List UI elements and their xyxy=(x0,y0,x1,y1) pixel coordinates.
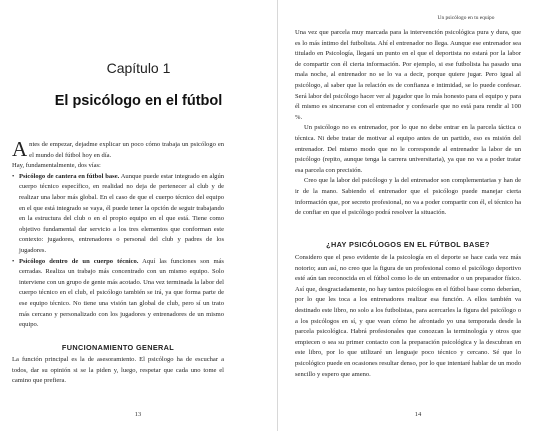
bullet-text: Aunque puede estar integrado en algún cuerpo técnico específico, en realidad no deja de pertenecer al club y de realizar una labor más global. En el caso de que el cuerpo técnico del equipo en el que está integrado se vaya, él puede tener la opción de seguir trabajando en la estructura del club o en el propio equipo en el que está. Tiene como objetivo fundamental dar servicio a los tres elementos que conforman este contexto: jugadores, entrenadores o personal del club y padres de los jugadores. xyxy=(19,172,224,254)
left-page xyxy=(0,0,277,431)
intro-block xyxy=(12,137,224,331)
body-paragraph: Un psicólogo no es entrenador, por lo que no debe entrar en la parcela táctica o técnica. Ni debe tratar de motivar al equipo antes de un partido, eso es misión del entrenador. Del mismo modo que no le corresponde al entrenador la labor de un psicólogo (repito, aunque tenga la carrera universitaria), ya que no va a poder tratar esa parcela con precisión. xyxy=(295,124,521,174)
bullet-item xyxy=(12,172,224,257)
bullet-text: Aquí las funciones son más cerradas. Realiza un trabajo más concentrado con un mismo equipo. Solo interviene con un grupo de gente más acotado. Una vez terminada la labor del cuerpo técnico en el club, el psicólogo también se irá, ya que forma parte de ese equipo técnico. No tiene una visión tan global de club, pero sí un trato más cercano y personalizado con los jugadores y entrenadores de un mismo equipo. xyxy=(19,257,224,329)
page-gutter xyxy=(277,0,278,431)
bullet-bold: Psicólogo de cantera en fútbol base. xyxy=(19,172,120,180)
body-paragraph: Creo que la labor del psicólogo y la del entrenador son complementarias y han de ir de la mano. Sabiendo el entrenador que el psicólogo puede manejar cierta información que, por secreto profesional, no va a poder compartir con él, el técnico ha de confiar en que el psicólogo podrá resolver la situación. xyxy=(295,177,521,217)
chapter-number: Capítulo 1 xyxy=(106,60,171,76)
bullet-bold: Psicólogo dentro de un cuerpo técnico. xyxy=(19,257,139,265)
section-heading: FUNCIONAMIENTO GENERAL xyxy=(61,343,175,352)
bullet-icon: • xyxy=(12,172,15,180)
drop-cap: A xyxy=(12,137,28,161)
bullet-list xyxy=(12,172,224,331)
body-paragraph: Una vez que parcela muy marcada para la intervención psicológica pura y dura, que es lo más íntimo del futbolista. Ahí el entrenador no llega. Aunque ese entrenador sea titulado en Psicología, llegará un punto en el que el deportista no estará por la labor de compartir con él cierta información. Por ejemplo, si ese futbolista ha pasado una mala noche, al entrenador no se lo va a decir, porque quiere jugar. Pero igual al psicólogo, al saber que la relación es de confianza e intimidad, se lo puede confesar. Será labor del psicólogo hacer ver al jugador que lo más honesto para el equipo y para él mismo es sincerarse con el entrenador y confesarle que no está para rendir al 100 %. xyxy=(295,29,521,121)
chapter-title: El psicólogo en el fútbol xyxy=(54,93,223,109)
bullet-item xyxy=(12,257,224,331)
right-body-top xyxy=(295,28,521,219)
right-body-bottom: Considero que el peso evidente de la psicología en el deporte se hace cada vez más notorio; aun así, no creo que la figura de un profesional como el psicólogo deportivo esté aún tan reconocida en el fútbol como lo de un entrenador o un preparador físico. Así que, desgraciadamente, no hay tantos psicólogos en el fútbol base como deberían, por lo que les toca a los entrenadores realizar esa función. A ellos también va destinado este libro, no solo a los futbolistas, para acercarles la figura del psicólogo o a los psicólogos en sí, y que vean cómo he afrontado yo una temporada desde la parcela psicológica. Habrá profesionales que conozcan la terminología y otros que empiecen o sea su primer contacto con la preparación psicológica y la descubran en este libro, por lo que utilizaré un lenguaje poco técnico y cercano. Sé que lo psicológico puede en ocasiones resultar denso, por lo que intentaré hablar de un modo sencillo y espero que ameno. xyxy=(295,254,521,378)
running-head: Un psicólogo en tu equipo xyxy=(437,15,495,21)
page-number: 14 xyxy=(414,411,422,418)
final-paragraph: La función principal es la de asesoramiento. El psicólogo ha de escuchar a todos, dar su opinión si se la piden y, luego, respetar que cada uno tome el camino que prefiera. xyxy=(12,356,224,385)
page-number: 13 xyxy=(134,411,142,418)
intro-line: Hay, fundamentalmente, dos vías: xyxy=(12,162,101,170)
intro-text: ntes de empezar, dejadme explicar un poco cómo trabaja un psicólogo en el mundo del fútbol hoy en día. xyxy=(29,141,224,159)
bullet-icon: • xyxy=(12,257,15,265)
intro-paragraph xyxy=(12,137,224,161)
section-heading: ¿HAY PSICÓLOGOS EN EL FÚTBOL BASE? xyxy=(326,240,490,249)
